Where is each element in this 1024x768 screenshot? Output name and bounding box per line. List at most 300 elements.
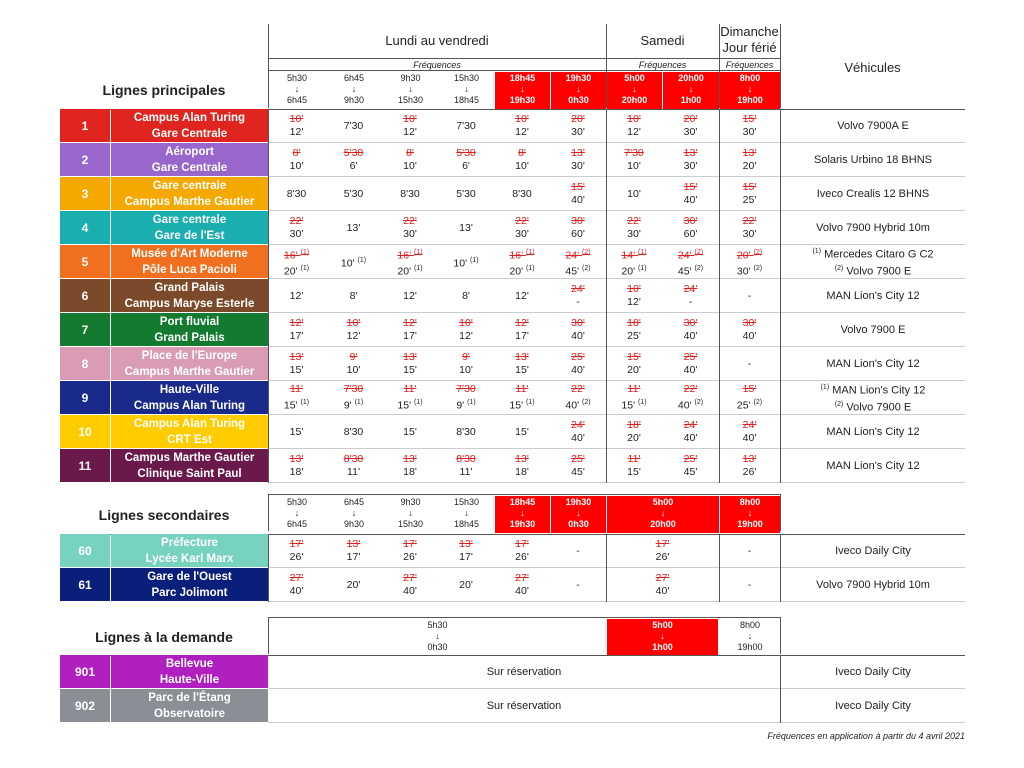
vehicle-name: MAN Lion's City 12 [826, 459, 920, 472]
slot-from: 19h30 [565, 497, 592, 507]
new-frequency: 8'30 [286, 187, 307, 200]
footer-note: Fréquences en application à partir du 4 avril 2021 [767, 731, 965, 741]
new-frequency: 40' [742, 432, 757, 444]
vehicle-cell [781, 568, 965, 602]
line-termini[interactable] [111, 655, 268, 688]
new-frequency: 40' [571, 364, 585, 376]
new-frequency: 13' [459, 221, 473, 234]
frequency-cell [268, 568, 325, 602]
frequency-cell [325, 415, 382, 449]
new-frequency: 20' $^{(1)}$ [283, 265, 310, 278]
old-frequency: 27' [515, 572, 529, 584]
line-termini[interactable] [111, 449, 268, 482]
terminus-start: Gare de l'Ouest [147, 570, 232, 583]
slot-from: 6h45 [343, 497, 365, 507]
vehicle-name: MAN Lion's City 12 [826, 289, 920, 302]
frequency-cell [662, 211, 719, 245]
vehicle-cell [781, 143, 965, 177]
old-frequency: 22' [289, 215, 304, 227]
slot-from: 18h45 [509, 497, 536, 507]
slot-from: 5h30 [427, 620, 448, 630]
old-frequency: 14' $^{(1)}$ [621, 248, 647, 261]
old-frequency: 25' [571, 351, 585, 363]
old-frequency: 12' [289, 317, 304, 329]
frequency-cell [606, 177, 662, 211]
slot-to: 18h45 [453, 519, 480, 529]
old-frequency: 25' [683, 453, 698, 465]
section-title-demand: Lignes à la demande [95, 629, 233, 645]
frequency-cell [662, 347, 719, 381]
slot-from: 15h30 [453, 73, 480, 83]
frequency-cell [382, 109, 438, 143]
frequency-cell [438, 381, 494, 415]
new-frequency: 30' [571, 126, 585, 138]
vehicle-name: Iveco Crealis 12 BHNS [816, 187, 930, 200]
line-termini[interactable] [111, 415, 268, 448]
secondary-time-slot [383, 496, 438, 533]
frequency-cell [606, 143, 662, 177]
new-frequency: 20' $^{(1)}$ [509, 265, 535, 278]
new-frequency: - [576, 578, 580, 591]
new-frequency: 12' [289, 126, 304, 138]
new-frequency: 30' [742, 228, 757, 240]
slot-to: 9h30 [343, 95, 365, 105]
new-frequency: 15' $^{(1)}$ [621, 399, 647, 412]
slot-to: 19h30 [509, 519, 536, 529]
frequency-cell [550, 534, 606, 568]
old-frequency: 22' [627, 215, 641, 227]
frequency-cell [494, 534, 550, 568]
new-frequency: 12' [346, 330, 361, 342]
old-frequency: 13' [742, 147, 757, 159]
arrow-down-icon: ↓ [408, 84, 413, 94]
arrow-down-icon: ↓ [464, 508, 469, 518]
vehicle-cell [781, 449, 965, 483]
frequency-cell [382, 211, 438, 245]
frequency-cell [325, 109, 382, 143]
row-separator [268, 482, 965, 483]
terminus-end: Haute-Ville [159, 673, 220, 686]
line-badge[interactable]: 4 [60, 211, 110, 244]
frequency-cell [268, 177, 325, 211]
old-frequency: 7'30 [343, 383, 364, 396]
frequency-cell [719, 211, 780, 245]
vehicle-name: Volvo 7900 Hybrid 10m [816, 221, 930, 234]
new-frequency: 12' [515, 126, 529, 138]
column-divider [606, 109, 607, 483]
new-frequency: 11' [347, 466, 360, 478]
old-frequency: 13' [571, 147, 585, 159]
new-frequency: 40' [742, 330, 757, 342]
arrow-down-icon: ↓ [464, 84, 469, 94]
line-termini[interactable] [111, 211, 268, 244]
column-divider [719, 534, 720, 602]
saturday-header: Samedi [640, 33, 685, 48]
new-frequency: 12' [459, 330, 473, 342]
line-badge[interactable]: 1 [60, 109, 110, 142]
new-frequency: 10' [627, 187, 641, 200]
old-frequency: 11' [403, 383, 417, 396]
new-frequency: 17' [403, 330, 417, 342]
old-frequency: 11' [515, 383, 529, 396]
frequency-cell [438, 177, 494, 211]
line-termini[interactable] [111, 568, 268, 601]
old-frequency: 20' [683, 113, 698, 125]
new-frequency: 12' [515, 289, 529, 302]
line-badge[interactable]: 60 [60, 534, 110, 567]
terminus-end: Lycée Karl Marx [145, 552, 234, 565]
slot-to: 15h30 [397, 95, 424, 105]
vehicle-name: Solaris Urbino 18 BHNS [814, 153, 932, 166]
old-frequency: 20' $^{(2)}$ [736, 248, 763, 261]
terminus-end: Campus Alan Turing [133, 399, 246, 412]
new-frequency: 15' [403, 425, 417, 438]
line-termini[interactable] [111, 347, 268, 380]
frequency-cell [494, 313, 550, 347]
old-frequency: 13' [289, 351, 304, 363]
slot-from: 8h00 [739, 497, 761, 507]
new-frequency: 10' [403, 160, 417, 172]
new-frequency: - [747, 578, 752, 591]
frequency-cell [438, 109, 494, 143]
terminus-end: Campus Marthe Gautier [124, 195, 255, 208]
frequency-cell [382, 245, 438, 279]
vehicle-cell [781, 109, 965, 143]
old-frequency: 16' $^{(1)}$ [283, 248, 310, 261]
old-frequency: 12' [515, 317, 529, 329]
new-frequency: 25' [742, 194, 757, 206]
frequency-cell [719, 347, 780, 381]
old-frequency: 24' [571, 283, 585, 295]
frequency-cell [438, 245, 494, 279]
new-frequency: 15' $^{(1)}$ [509, 399, 535, 412]
column-divider [719, 109, 720, 483]
slot-from: 5h30 [286, 73, 308, 83]
secondary-header-rule [268, 494, 780, 495]
new-frequency: 18' [403, 466, 417, 478]
old-frequency: 10' [346, 317, 361, 329]
old-frequency: 30' [571, 317, 585, 329]
line-badge[interactable]: 5 [60, 245, 110, 278]
terminus-end: Clinique Saint Paul [137, 467, 242, 480]
vehicle-cell [781, 381, 965, 415]
line-badge[interactable]: 3 [60, 177, 110, 210]
row-separator [268, 601, 965, 602]
sunday-header-line2: Jour férié [722, 40, 777, 55]
demand-time-slot [607, 619, 718, 656]
new-frequency: 12' [627, 296, 641, 308]
line-termini[interactable] [111, 313, 268, 346]
frequency-cell [325, 279, 382, 313]
terminus-start: Gare centrale [152, 213, 227, 226]
old-frequency: 24' [683, 283, 698, 295]
old-frequency: 11' [627, 453, 641, 465]
column-divider [780, 534, 781, 602]
frequency-cell [550, 381, 606, 415]
old-frequency: 15' [742, 383, 757, 396]
frequency-cell [719, 381, 780, 415]
frequency-cell [662, 415, 719, 449]
line-termini[interactable] [111, 279, 268, 312]
arrow-down-icon: ↓ [435, 631, 440, 641]
old-frequency: 7'30 [624, 147, 644, 159]
header-rule [268, 70, 780, 71]
frequency-cell [494, 109, 550, 143]
new-frequency: 8' [462, 289, 470, 302]
vehicle-cell [781, 655, 965, 689]
vehicle-cell [781, 211, 965, 245]
old-frequency: 7'30 [456, 383, 476, 396]
frequences-label-sunday: Fréquences [725, 60, 774, 70]
old-frequency: 13' [403, 453, 417, 465]
frequency-cell [268, 211, 325, 245]
frequency-cell [325, 568, 382, 602]
new-frequency: 40' [683, 194, 698, 206]
frequency-cell [325, 449, 382, 483]
old-frequency: 30' [683, 215, 698, 227]
old-frequency: 22' [683, 383, 698, 396]
old-frequency: 13' [459, 538, 473, 550]
slot-to: 15h30 [397, 519, 424, 529]
old-frequency: 11' [627, 383, 641, 396]
vehicle-cell [781, 347, 965, 381]
new-frequency: - [576, 296, 580, 308]
line-badge[interactable]: 901 [60, 655, 110, 688]
new-frequency: 45' $^{(2)}$ [565, 265, 591, 278]
arrow-down-icon: ↓ [294, 508, 300, 518]
column-divider [780, 617, 781, 654]
new-frequency: 30' [683, 126, 698, 138]
frequency-cell [438, 313, 494, 347]
old-frequency: 30' [683, 317, 698, 329]
slot-to: 6h45 [286, 519, 308, 529]
frequency-cell [438, 534, 494, 568]
frequency-cell [494, 381, 550, 415]
new-frequency: 17' [346, 551, 361, 563]
old-frequency: 8' [406, 147, 414, 159]
frequency-cell [606, 245, 662, 279]
old-frequency: 10' [289, 113, 304, 125]
new-frequency: 15' [289, 425, 304, 438]
frequency-cell [438, 347, 494, 381]
slot-from: 9h30 [400, 497, 421, 507]
new-frequency: 30' [627, 228, 641, 240]
frequency-cell [606, 449, 662, 483]
old-frequency: 22' [571, 383, 585, 396]
vehicle-name: $^{(2)}$ Volvo 7900 E [834, 401, 912, 414]
slot-from: 9h30 [400, 73, 421, 83]
frequency-cell [494, 449, 550, 483]
demand-time-slot [269, 619, 606, 656]
line-badge[interactable]: 10 [60, 415, 110, 448]
new-frequency: 45' [571, 466, 585, 478]
line-termini[interactable] [111, 109, 268, 142]
frequency-cell [438, 279, 494, 313]
line-termini[interactable] [111, 177, 268, 210]
line-badge[interactable]: 9 [60, 381, 110, 414]
frequency-cell [550, 568, 606, 602]
frequency-cell [719, 449, 780, 483]
frequency-cell [606, 347, 662, 381]
frequency-cell [325, 245, 382, 279]
line-badge[interactable]: 61 [60, 568, 110, 601]
slot-to: 0h30 [568, 95, 589, 105]
vehicle-name: $^{(2)}$ Volvo 7900 E [834, 265, 912, 278]
terminus-end: Parc Jolimont [151, 586, 228, 599]
demand-header-rule [268, 617, 780, 618]
column-divider [606, 534, 607, 602]
old-frequency: 30' [571, 215, 585, 227]
new-frequency: 8'30 [456, 425, 476, 438]
frequency-cell [606, 109, 662, 143]
new-frequency: 20' $^{(1)}$ [621, 265, 647, 278]
line-termini[interactable] [111, 689, 268, 722]
reservation-text: Sur réservation [486, 700, 562, 712]
frequency-cell [438, 415, 494, 449]
new-frequency: 18' [289, 466, 304, 478]
frequency-cell [325, 381, 382, 415]
frequency-cell [606, 534, 719, 568]
slot-from: 8h00 [739, 620, 761, 630]
demand-time-slot [720, 619, 780, 656]
line-badge[interactable]: 902 [60, 689, 110, 722]
line-termini[interactable] [111, 534, 268, 567]
new-frequency: 20' $^{(1)}$ [397, 265, 423, 278]
old-frequency: 16' $^{(1)}$ [397, 248, 423, 261]
old-frequency: 10' [403, 113, 417, 125]
old-frequency: 10' [627, 283, 641, 295]
old-frequency: 22' [403, 215, 417, 227]
line-termini[interactable] [111, 143, 268, 176]
old-frequency: 27' [655, 572, 670, 584]
old-frequency: 16' $^{(1)}$ [509, 248, 535, 261]
line-badge[interactable]: 11 [60, 449, 110, 482]
frequency-cell [606, 568, 719, 602]
line-badge[interactable]: 8 [60, 347, 110, 380]
new-frequency: 15' [289, 364, 304, 376]
terminus-end: Gare Centrale [151, 161, 228, 174]
line-termini[interactable] [111, 381, 268, 414]
slot-from: 8h00 [739, 73, 761, 83]
column-divider [780, 655, 781, 723]
new-frequency: 45' [683, 466, 698, 478]
vehicle-cell [781, 534, 965, 568]
old-frequency: 22' [515, 215, 529, 227]
terminus-end: Gare Centrale [151, 127, 228, 140]
arrow-down-icon: ↓ [408, 508, 413, 518]
line-termini[interactable] [111, 245, 268, 278]
vehicle-cell [781, 245, 965, 279]
old-frequency: 10' [515, 113, 529, 125]
new-frequency: 15' $^{(1)}$ [397, 399, 423, 412]
frequency-cell [719, 568, 780, 602]
new-frequency: 9' $^{(1)}$ [343, 399, 364, 412]
new-frequency: 30' [571, 160, 585, 172]
new-frequency: 40' [571, 194, 585, 206]
arrow-down-icon: ↓ [351, 84, 357, 94]
new-frequency: 10' [289, 160, 304, 172]
vehicle-cell [781, 279, 965, 313]
vehicle-name: Volvo 7900 E [840, 323, 906, 336]
new-frequency: 20' [627, 432, 641, 444]
main-time-slot [326, 72, 382, 109]
frequences-label-weekday: Fréquences [413, 60, 461, 70]
slot-from: 19h30 [565, 73, 592, 83]
new-frequency: 10' $^{(1)}$ [340, 256, 367, 270]
reservation-text: Sur réservation [486, 666, 562, 678]
arrow-down-icon: ↓ [351, 508, 357, 518]
new-frequency: 25' [627, 330, 641, 342]
frequency-cell [550, 313, 606, 347]
new-frequency: 15' [403, 364, 417, 376]
vehicle-cell [781, 313, 965, 347]
frequency-cell [606, 415, 662, 449]
new-frequency: 26' [289, 551, 304, 563]
terminus-end: Observatoire [154, 707, 225, 720]
frequency-cell [268, 415, 325, 449]
new-frequency: 30' $^{(2)}$ [736, 265, 763, 278]
slot-to: 19h00 [737, 642, 763, 652]
line-badge[interactable]: 7 [60, 313, 110, 346]
line-badge[interactable]: 2 [60, 143, 110, 176]
old-frequency: 15' [627, 351, 641, 363]
terminus-start: Grand Palais [154, 281, 225, 294]
frequency-cell [382, 534, 438, 568]
frequency-cell [494, 347, 550, 381]
frequency-cell [382, 449, 438, 483]
section-title-main: Lignes principales [102, 82, 226, 98]
old-frequency: 18' [627, 419, 641, 431]
new-frequency: - [747, 544, 752, 557]
new-frequency: 40' [683, 330, 698, 342]
new-frequency: 6' [349, 160, 358, 172]
frequency-cell [719, 279, 780, 313]
new-frequency: 20' [459, 578, 473, 591]
new-frequency: 8'30 [343, 425, 364, 438]
main-time-slot [383, 72, 438, 109]
vehicle-name: Iveco Daily City [835, 699, 911, 712]
old-frequency: 8'30 [456, 453, 476, 465]
slot-from: 20h00 [678, 73, 704, 83]
main-time-slot [269, 72, 325, 109]
new-frequency: 40' [289, 585, 304, 597]
slot-to: 20h00 [621, 95, 648, 105]
frequency-cell [719, 415, 780, 449]
frequency-cell [662, 279, 719, 313]
new-frequency: 40' [515, 585, 529, 597]
frequency-cell [382, 415, 438, 449]
vehicle-name: Iveco Daily City [835, 665, 911, 678]
new-frequency: 9' $^{(1)}$ [456, 399, 476, 412]
terminus-start: Musée d'Art Moderne [131, 247, 248, 260]
new-frequency: 30' [742, 126, 757, 138]
slot-from: 18h45 [509, 73, 536, 83]
old-frequency: 10' [627, 113, 641, 125]
frequency-cell [494, 279, 550, 313]
old-frequency: 27' [403, 572, 417, 584]
column-divider [268, 534, 269, 602]
header-divider [780, 24, 781, 108]
column-divider [780, 109, 781, 483]
terminus-start: Campus Alan Turing [133, 417, 246, 430]
arrow-down-icon: ↓ [520, 508, 525, 518]
old-frequency: 15' [742, 181, 757, 193]
frequency-cell [438, 568, 494, 602]
vehicle-name: Volvo 7900A E [837, 119, 909, 132]
line-badge[interactable]: 6 [60, 279, 110, 312]
old-frequency: 15' [571, 181, 585, 193]
frequency-cell [325, 534, 382, 568]
